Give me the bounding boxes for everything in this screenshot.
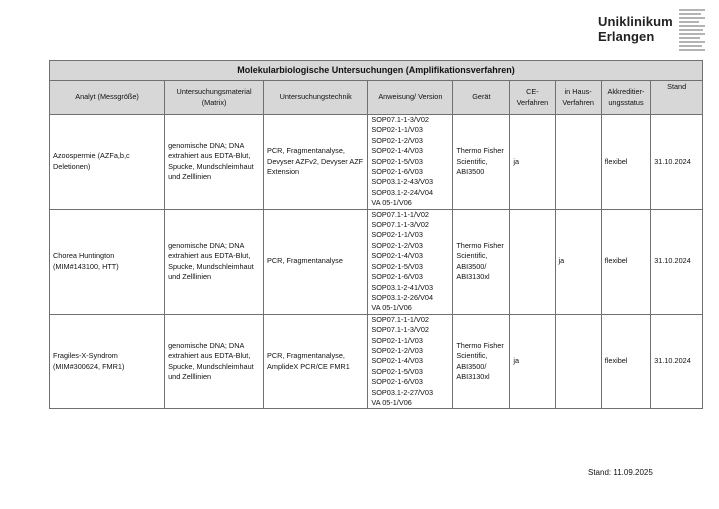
sop-line: SOP02-1-2/V03 xyxy=(371,135,423,145)
sop-line: SOP07.1-1-3/V02 xyxy=(371,115,429,124)
sop-line: SOP02-1-5/V03 xyxy=(371,156,423,166)
sop-line: SOP02-1-1/V03 xyxy=(371,335,423,345)
cell-material: genomische DNA; DNA extrahiert aus EDTA-Blut, Spucke, Mundschleimhaut und Zelllinien xyxy=(165,115,264,210)
cell-stand: 31.10.2024 xyxy=(651,314,703,409)
cell-anweisung xyxy=(368,314,453,409)
header-inhaus: in Haus- Verfahren xyxy=(555,81,601,115)
results-table xyxy=(49,60,703,409)
sop-line: VA 05-1/V06 xyxy=(371,198,412,208)
cell-material: genomische DNA; DNA extrahiert aus EDTA-Blut, Spucke, Mundschleimhaut und Zelllinien xyxy=(165,209,264,314)
cell-inhaus xyxy=(555,115,601,210)
cell-akkred: flexibel xyxy=(601,314,650,409)
sop-line: SOP07.1-1-3/V02 xyxy=(371,325,429,335)
cell-inhaus xyxy=(555,314,601,409)
cell-analyt: Chorea Huntington (MIM#143100, HTT) xyxy=(50,209,165,314)
cell-technik: PCR, Fragmentanalyse, Devyser AZFv2, Devyser AZF Extension xyxy=(264,115,368,210)
header-material: Untersuchungsmaterial (Matrix) xyxy=(165,81,264,115)
sop-line: SOP07.1-1-3/V02 xyxy=(371,220,429,230)
sop-line: SOP02-1-4/V03 xyxy=(371,146,423,156)
sop-line: SOP03.1-2-43/V03 xyxy=(371,177,434,187)
cell-ce: ja xyxy=(510,314,555,409)
sop-line: SOP02-1-1/V03 xyxy=(371,230,423,240)
cell-geraet: Thermo Fisher Scientific, ABI3500/ ABI3130xl xyxy=(453,314,510,409)
header-anweisung: Anweisung/ Version xyxy=(368,81,453,115)
logo-line-2: Erlangen xyxy=(598,29,655,44)
sop-line: VA 05-1/V06 xyxy=(371,397,412,407)
sop-line: SOP07.1-1-1/V02 xyxy=(371,209,429,219)
sop-line: SOP03.1-2-27/V03 xyxy=(371,387,434,397)
header-akkred: Akkreditier- ungsstatus xyxy=(601,81,650,115)
sop-line: SOP02-1-1/V03 xyxy=(371,125,423,135)
cell-material: genomische DNA; DNA extrahiert aus EDTA-Blut, Spucke, Mundschleimhaut und Zelllinien xyxy=(165,314,264,409)
logo xyxy=(598,14,673,44)
sop-line: SOP02-1-6/V03 xyxy=(371,377,423,387)
cell-technik: PCR, Fragmentanalyse, AmplideX PCR/CE FMR1 xyxy=(264,314,368,409)
cell-anweisung xyxy=(368,115,453,210)
cell-inhaus: ja xyxy=(555,209,601,314)
sop-line: SOP02-1-4/V03 xyxy=(371,251,423,261)
table-title: Molekularbiologische Untersuchungen (Amplifikationsverfahren) xyxy=(50,61,703,81)
header-analyt: Analyt (Messgröße) xyxy=(50,81,165,115)
cell-stand: 31.10.2024 xyxy=(651,115,703,210)
sop-line: SOP02-1-6/V03 xyxy=(371,167,423,177)
sop-line: VA 05-1/V06 xyxy=(371,303,412,313)
header-geraet: Gerät xyxy=(453,81,510,115)
cell-analyt: Azoospermie (AZFa,b,c Deletionen) xyxy=(50,115,165,210)
header-ce: CE- Verfahren xyxy=(510,81,555,115)
sop-line: SOP03.1-2-24/V04 xyxy=(371,187,434,197)
sop-line: SOP02-1-5/V03 xyxy=(371,366,423,376)
cell-ce xyxy=(510,209,555,314)
table-row xyxy=(50,209,703,314)
sop-line: SOP02-1-6/V03 xyxy=(371,272,423,282)
table-row xyxy=(50,314,703,409)
cell-technik: PCR, Fragmentanalyse xyxy=(264,209,368,314)
cell-ce: ja xyxy=(510,115,555,210)
logo-mark-icon xyxy=(679,9,705,53)
sop-line: SOP02-1-5/V03 xyxy=(371,261,423,271)
sop-line: SOP02-1-2/V03 xyxy=(371,240,423,250)
cell-anweisung xyxy=(368,209,453,314)
sop-line: SOP03.1-2-41/V03 xyxy=(371,282,434,292)
cell-akkred: flexibel xyxy=(601,115,650,210)
sop-line: SOP07.1-1-1/V02 xyxy=(371,314,429,324)
cell-geraet: Thermo Fisher Scientific, ABI3500/ ABI3130xl xyxy=(453,209,510,314)
table-row xyxy=(50,115,703,210)
footer-stand: Stand: 11.09.2025 xyxy=(588,468,653,477)
logo-line-1: Uniklinikum xyxy=(598,14,673,29)
cell-analyt: Fragiles-X-Syndrom (MIM#300624, FMR1) xyxy=(50,314,165,409)
cell-akkred: flexibel xyxy=(601,209,650,314)
sop-line: SOP02-1-2/V03 xyxy=(371,345,423,355)
header-technik: Untersuchungstechnik xyxy=(264,81,368,115)
cell-geraet: Thermo Fisher Scientific, ABI3500 xyxy=(453,115,510,210)
cell-stand: 31.10.2024 xyxy=(651,209,703,314)
sop-line: SOP03.1-2-26/V04 xyxy=(371,292,434,302)
header-stand: Stand xyxy=(651,81,703,115)
sop-line: SOP02-1-4/V03 xyxy=(371,356,423,366)
